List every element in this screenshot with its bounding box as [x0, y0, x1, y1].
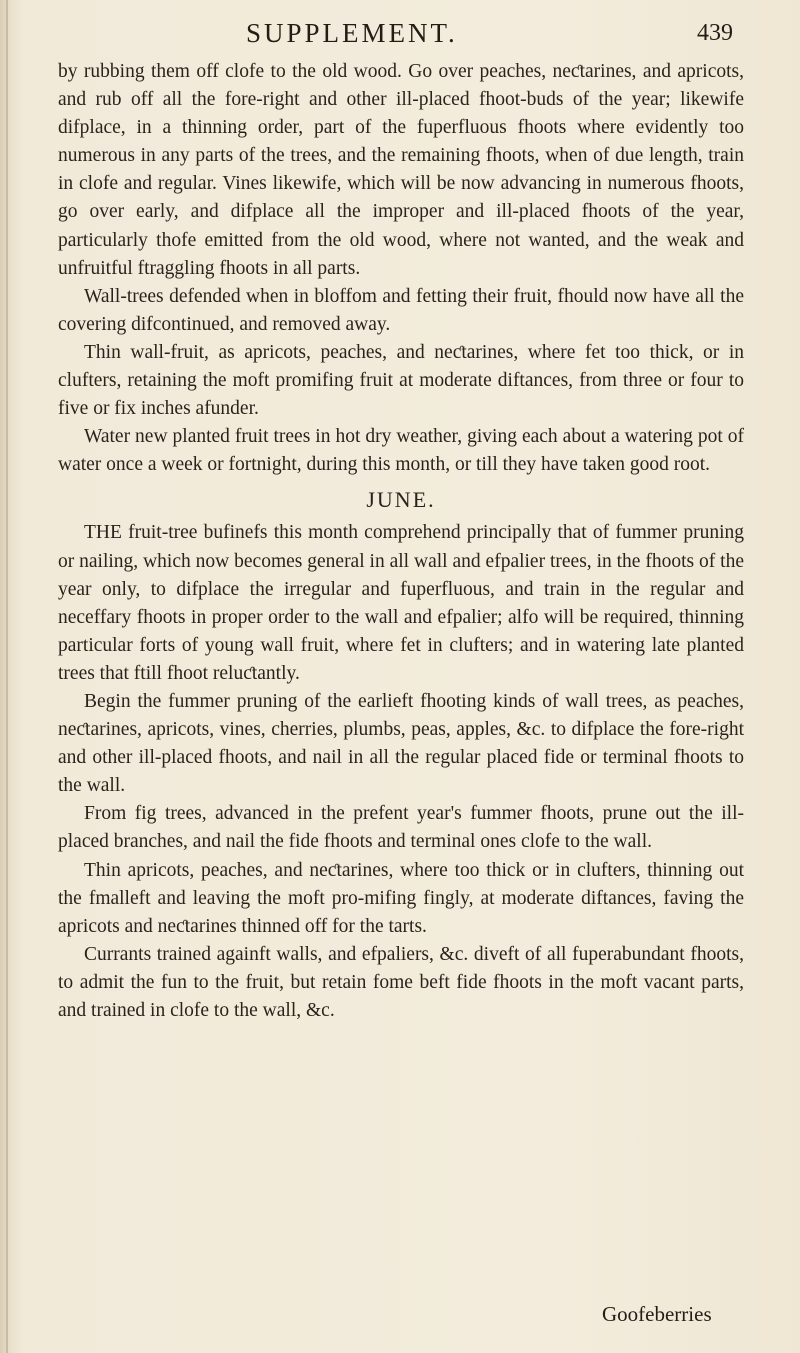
paragraph-wall-trees: Wall-trees defended when in bloffom and fetting their fruit, fhould now have all the covering difcontinued, and removed away.	[58, 285, 744, 335]
paragraph-fig-trees: From fig trees, advanced in the prefent year's fummer fhoots, prune out the ill-placed branches, and nail the fide fhoots and terminal ones clofe to the wall.	[58, 803, 744, 853]
paragraph-summer-pruning: Begin the fummer pruning of the earlieft fhooting kinds of wall trees, as peaches, neƈtarines, apricots, vines, cherries, plumbs, peas, apples, &c. to difplace the fore-right and other ill-placed fhoots, and nail in all the regular placed fide or terminal fhoots to the wall.	[58, 690, 744, 797]
paragraph-june-intro: THE fruit-tree bufinefs this month comprehend principally that of fummer pruning or nailing, which now becomes general in all wall and efpalier trees, in the fhoots of the year only, to difplace the irregular and fuperfluous, and train in the regular and neceffary fhoots in proper order to the wall and efpalier; alfo will be required, thinning particular forts of young wall fruit, where fet in clufters; and in watering late planted trees that ftill fhoot reluƈtantly.	[58, 522, 744, 684]
paragraph-water-new-trees: Water new planted fruit trees in hot dry weather, giving each about a watering pot of water once a week or fortnight, during this month, or till they have taken good root.	[58, 426, 744, 476]
page-number: 439	[697, 20, 733, 46]
page-gutter	[6, 0, 8, 1353]
page-header	[0, 14, 800, 58]
running-title: SUPPLEMENT.	[246, 18, 458, 48]
paragraph-currants: Currants trained againft walls, and efpaliers, &c. diveft of all fuperabundant fhoots, to admit the fun to the fruit, but retain fome beft fide fhoots in the moft vacant parts, and trained in clofe to the wall, &c.	[58, 943, 744, 1021]
section-heading-june: JUNE.	[366, 487, 436, 513]
paragraph-continuation: by rubbing them off clofe to the old wood. Go over peaches, neƈtarines, and apricots, and rub off all the fore-right and other ill-placed fhoot-buds of the year; likewife difplace, in a thinning order, part of the fuperfluous fhoots where evidently too numerous in any parts of the trees, and the remaining fhoots, when of due length, train in clofe and regular. Vines likewife, which will be now advancing in numerous fhoots, go over early, and difplace all the improper and ill-placed fhoots of the year, particularly thofe emitted from the old wood, where not wanted, and the weak and unfruitful ftraggling fhoots in all parts.	[58, 61, 744, 279]
body-text	[58, 58, 744, 1025]
paragraph-thin-apricots: Thin apricots, peaches, and neƈtarines, where too thick or in clufters, thinning out the fmalleft and leaving the moft pro-mifing fingly, at moderate diftances, faving the apricots and neƈtarines thinned off for the tarts.	[58, 859, 744, 937]
catchword: Goofeberries	[602, 1302, 712, 1326]
paragraph-thin-wall-fruit: Thin wall-fruit, as apricots, peaches, and neƈtarines, where fet too thick, or in clufters, retaining the moft promifing fruit at moderate diftances, from three or four to five or fix inches afunder.	[58, 341, 744, 420]
